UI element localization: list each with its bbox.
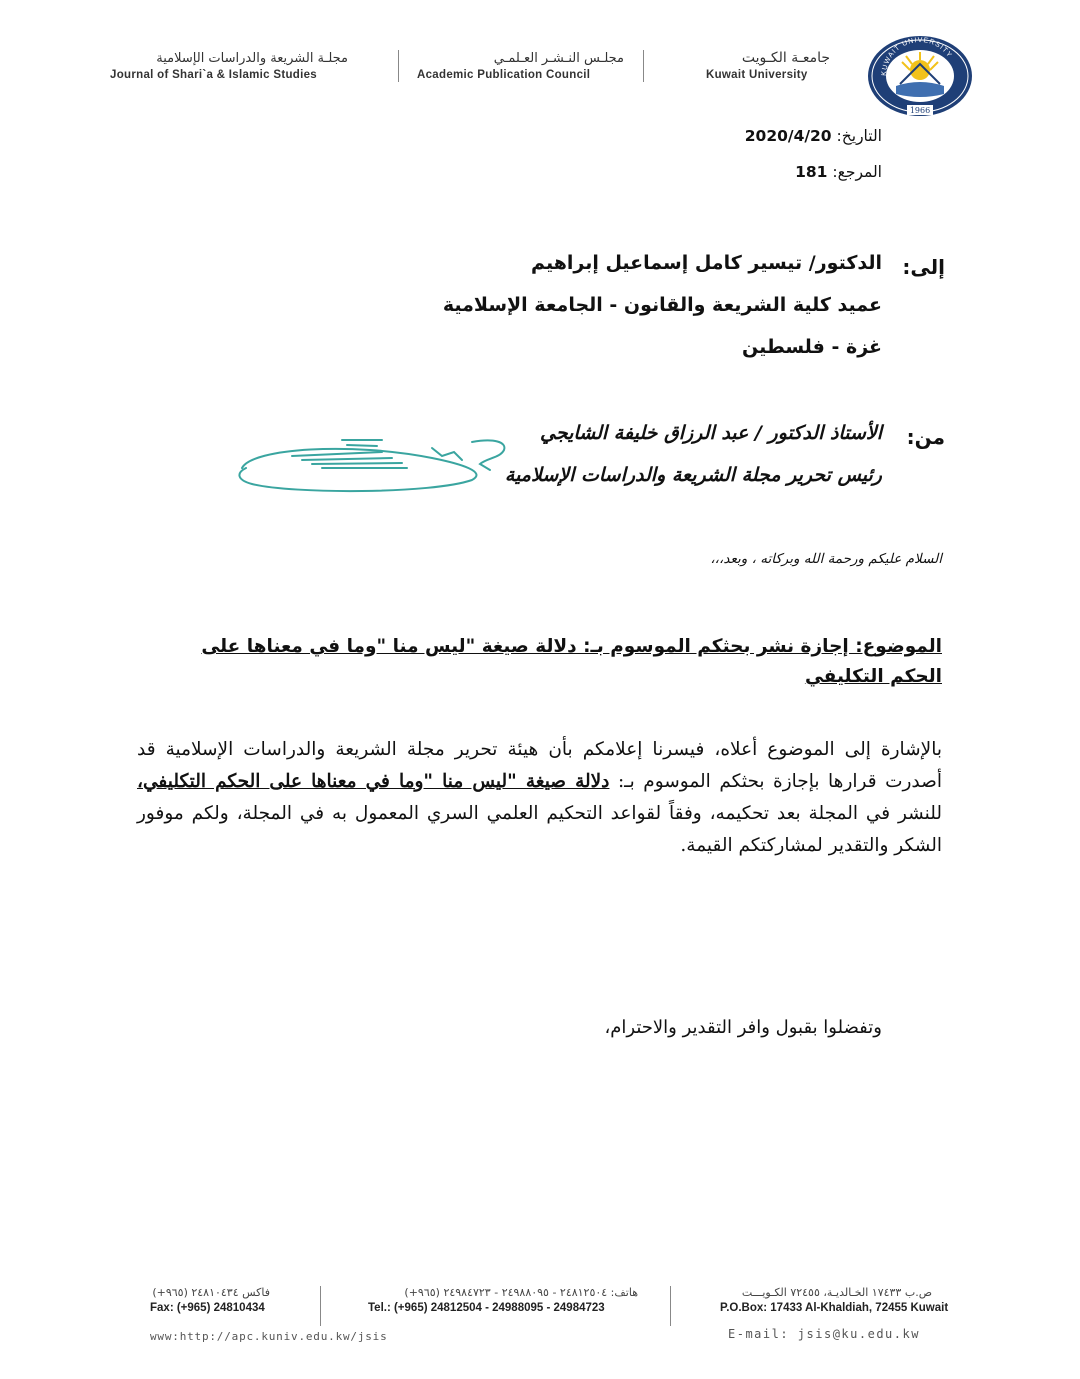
footer-website[interactable]: www:http://apc.kuniv.edu.kw/jsis <box>150 1330 388 1343</box>
date-line <box>582 127 882 145</box>
sender-name: الأستاذ الدكتور / عبد الرزاق خليفة الشايجي <box>539 422 882 444</box>
signature <box>232 428 522 498</box>
university-name-en: Kuwait University <box>706 69 808 81</box>
council-name-en: Academic Publication Council <box>417 69 591 81</box>
closing-line: وتفضلوا بقبول وافر التقدير والاحترام، <box>604 1017 882 1038</box>
recipient-title: عميد كلية الشريعة والقانون - الجامعة الإسلامية <box>442 294 882 316</box>
footer-divider <box>320 1286 321 1326</box>
reference-line <box>582 163 882 181</box>
seal-emblem-icon <box>860 34 980 118</box>
svg-text:KUWAIT UNIVERSITY: KUWAIT UNIVERSITY <box>880 36 954 77</box>
recipient-location: غزة - فلسطين <box>741 336 882 358</box>
footer-phone-en: Tel.: (+965) 24812504 - 24988095 - 24984723 <box>368 1302 605 1314</box>
date-value: 2020/4/20 <box>744 127 832 145</box>
footer-fax-en: Fax: (+965) 24810434 <box>150 1302 265 1314</box>
footer-fax-ar: فاكس ٢٤٨١٠٤٣٤ (٩٦٥+) <box>152 1286 270 1299</box>
university-seal <box>860 34 980 118</box>
reference-label: المرجع: <box>832 163 882 181</box>
university-name-ar: جامعـة الكـويت <box>741 50 830 66</box>
header-divider <box>398 50 399 82</box>
recipient-name: الدكتور/ تيسير كامل إسماعيل إبراهيم <box>531 252 882 274</box>
journal-name-en: Journal of Shari`a & Islamic Studies <box>110 69 317 81</box>
subject-line: الموضوع: إجازة نشر بحثكم الموسوم بـ: دلالة صيغة "ليس منا "وما في معناها على الحكم التكليفي <box>201 636 942 687</box>
to-label: إلى: <box>902 255 945 279</box>
body-part-1: بالإشارة إلى الموضوع أعلاه، فيسرنا إعلامكم بأن هيئة تحرير مجلة الشريعة والدراسات الإسلامية قد أصدرت قرارها بإجازة بحثكم الموسوم بـ: <box>137 739 942 792</box>
recipient-block <box>382 252 882 378</box>
footer-email[interactable]: E-mail: jsis@ku.edu.kw <box>728 1327 920 1341</box>
sender-block <box>482 422 882 506</box>
footer-address-ar: ص.ب ١٧٤٣٣ الخـالديـة، ٧٢٤٥٥ الكـويـــت <box>741 1286 932 1299</box>
signature-icon <box>232 428 522 498</box>
greeting: السلام عليكم ورحمة الله وبركاته ، وبعد،،، <box>710 551 942 567</box>
header-divider <box>643 50 644 82</box>
seal-year: 1966 <box>909 106 931 115</box>
date-label: التاريخ: <box>836 127 882 145</box>
paper-title: دلالة صيغة "ليس منا "وما في معناها على الحكم التكليفي، <box>137 771 610 792</box>
reference-value: 181 <box>795 163 828 181</box>
sender-title: رئيس تحرير مجلة الشريعة والدراسات الإسلامية <box>504 464 882 486</box>
journal-name-ar: مجلـة الشريعة والدراسات الإسلامية <box>156 51 348 66</box>
letter-body <box>137 734 942 862</box>
footer-address-en: P.O.Box: 17433 Al-Khaldiah, 72455 Kuwait <box>720 1302 949 1314</box>
body-part-2: للنشر في المجلة بعد تحكيمه، وفقاً لقواعد التحكيم العلمي السري المعمول به في المجلة، ولكم موفور الشكر والتقدير لمشاركتكم القيمة. <box>137 803 942 856</box>
footer-phone-ar: هاتف: ٢٤٨١٢٥٠٤ - ٢٤٩٨٨٠٩٥ - ٢٤٩٨٤٧٢٣ (٩٦٥+) <box>404 1286 638 1299</box>
council-name-ar: مجلـس النـشـر العـلمـي <box>493 51 624 66</box>
footer-divider <box>670 1286 671 1326</box>
from-label: من: <box>906 425 945 449</box>
